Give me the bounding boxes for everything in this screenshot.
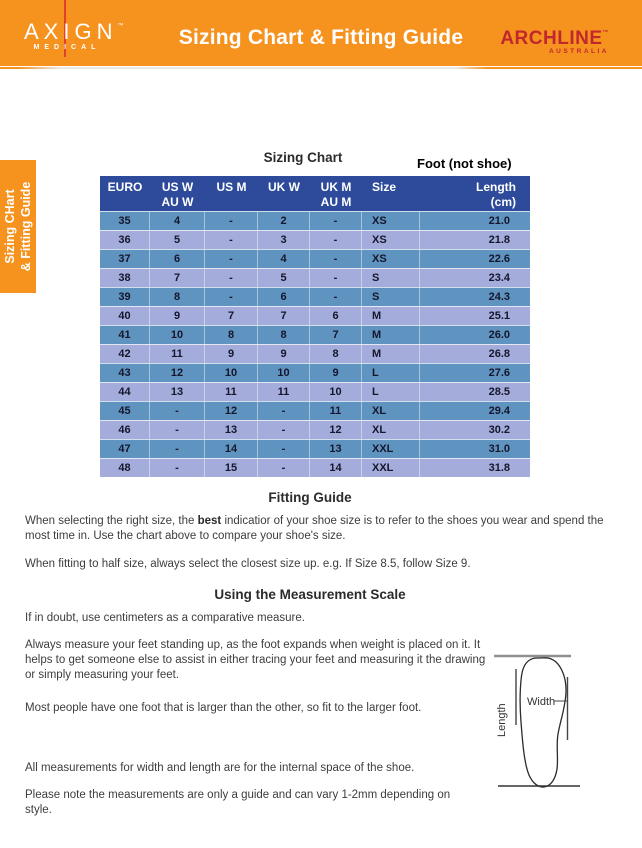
table-cell: 22.6 — [488, 253, 510, 265]
table-cell: 31.0 — [488, 443, 510, 455]
measurement-paragraph-3: Most people have one foot that is larger than the other, so fit to the larger foot. — [25, 702, 422, 714]
sizing-table-body — [100, 211, 530, 477]
table-cell: 11 — [258, 383, 310, 401]
table-cell: - — [258, 440, 310, 458]
archline-logo — [500, 24, 609, 55]
table-row — [100, 382, 530, 401]
trademark-symbol: ™ — [602, 30, 609, 36]
measurement-paragraph-1: If in doubt, use centimeters as a comparative measure. — [25, 612, 305, 624]
table-cell: 21.0 — [488, 215, 510, 227]
table-cell: XS — [362, 212, 420, 230]
table-cell: 27.6 — [488, 367, 510, 379]
table-cell: 45 — [100, 402, 150, 420]
table-cell: 24.3 — [488, 291, 510, 303]
table-cell: - — [150, 421, 205, 439]
side-tab-label — [0, 160, 36, 293]
archline-logo-name: ARCHLINE™ — [500, 28, 609, 49]
measurement-paragraph-5: Please note the measurements are only a guide and can vary 1-2mm depending on style. — [25, 789, 451, 816]
table-cell: M — [362, 345, 420, 363]
column-header-length: Length (cm) — [476, 180, 516, 209]
table-cell: 13 — [310, 440, 362, 458]
table-cell: 9 — [258, 345, 310, 363]
fitting-guide-paragraph-2: When fitting to half size, always select the closest size up. e.g. If Size 8.5, follow Size 9. — [25, 558, 471, 570]
foot-not-shoe-note: Foot (not shoe) — [417, 156, 512, 171]
table-cell: - — [258, 402, 310, 420]
table-cell: 48 — [100, 459, 150, 477]
axign-logo-subtitle: MEDICAL — [33, 44, 101, 51]
table-cell: - — [258, 421, 310, 439]
table-cell: XS — [362, 231, 420, 249]
table-cell: 31.8 — [488, 462, 510, 474]
table-cell: 7 — [310, 326, 362, 344]
table-cell: - — [310, 212, 362, 230]
table-cell: 9 — [150, 307, 205, 325]
table-cell: - — [205, 288, 258, 306]
trademark-symbol: ™ — [117, 23, 124, 29]
table-cell: XXL — [362, 440, 420, 458]
table-cell: 37 — [100, 250, 150, 268]
table-cell: 7 — [205, 307, 258, 325]
table-cell: 47 — [100, 440, 150, 458]
table-row — [100, 439, 530, 458]
table-row — [100, 401, 530, 420]
table-cell: 8 — [310, 345, 362, 363]
page-title: Sizing Chart & Fitting Guide — [178, 26, 464, 49]
side-tab-line2: & Fitting Guide — [19, 181, 33, 272]
table-cell: 6 — [258, 288, 310, 306]
table-cell: 40 — [100, 307, 150, 325]
column-header-uk-w: UK W — [268, 180, 300, 194]
table-cell: 8 — [258, 326, 310, 344]
table-cell: 29.4 — [488, 405, 510, 417]
table-cell: 11 — [310, 402, 362, 420]
fitting-guide-paragraph-1: When selecting the right size, the best indicatior of your shoe size is to refer to the shoes you wear and spend the most time in. Use the chart above to compare your shoe's size. — [25, 515, 604, 542]
table-cell: 13 — [205, 421, 258, 439]
table-row — [100, 306, 530, 325]
table-cell: - — [205, 250, 258, 268]
table-cell: S — [362, 269, 420, 287]
side-tab — [0, 160, 36, 293]
foot-outline — [520, 658, 566, 787]
table-cell: 15 — [205, 459, 258, 477]
axign-logo — [24, 15, 124, 51]
table-cell: 26.8 — [488, 348, 510, 360]
table-cell: 12 — [310, 421, 362, 439]
table-row — [100, 420, 530, 439]
table-cell: XL — [362, 402, 420, 420]
table-cell: XXL — [362, 459, 420, 477]
table-cell: - — [258, 459, 310, 477]
archline-logo-subtitle: AUSTRALIA — [548, 48, 609, 55]
sizing-table — [100, 176, 530, 477]
table-cell: - — [150, 459, 205, 477]
sizing-table-header — [100, 176, 530, 211]
table-cell: XL — [362, 421, 420, 439]
table-cell: 2 — [258, 212, 310, 230]
measurement-paragraph-2: Always measure your feet standing up, as the foot expands when weight is placed on it. It helps to get someone else to assist in either tracing your feet and measuring it the drawing or simply measuring your feet. — [25, 639, 486, 681]
table-cell: 9 — [310, 364, 362, 382]
table-cell: 4 — [258, 250, 310, 268]
table-cell: 7 — [258, 307, 310, 325]
table-cell: 10 — [150, 326, 205, 344]
table-cell: 14 — [205, 440, 258, 458]
column-header-us-w: US W AU W — [161, 180, 194, 209]
table-row — [100, 249, 530, 268]
column-header-size: Size — [372, 180, 397, 194]
sizing-chart-title: Sizing Chart — [263, 150, 343, 165]
table-cell: 42 — [100, 345, 150, 363]
table-cell: - — [205, 269, 258, 287]
table-cell: L — [362, 383, 420, 401]
table-cell: 10 — [205, 364, 258, 382]
table-row — [100, 287, 530, 306]
measurement-paragraph-4: All measurements for width and length are for the internal space of the shoe. — [25, 762, 415, 774]
table-cell: 28.5 — [488, 386, 510, 398]
table-cell: 8 — [150, 288, 205, 306]
table-cell: 7 — [150, 269, 205, 287]
column-header-us-m: US M — [216, 180, 247, 194]
table-cell: - — [310, 288, 362, 306]
table-cell: - — [310, 231, 362, 249]
foot-measurement-diagram — [488, 645, 642, 797]
table-cell: 44 — [100, 383, 150, 401]
table-cell: S — [362, 288, 420, 306]
table-cell: - — [205, 231, 258, 249]
table-row — [100, 268, 530, 287]
table-cell: M — [362, 326, 420, 344]
table-cell: - — [150, 402, 205, 420]
length-label: Length — [496, 703, 508, 737]
table-cell: 12 — [205, 402, 258, 420]
header-banner — [0, 0, 642, 66]
table-cell: 23.4 — [488, 272, 510, 284]
table-cell: 14 — [310, 459, 362, 477]
table-cell: 39 — [100, 288, 150, 306]
table-cell: 5 — [258, 269, 310, 287]
column-header-euro: EURO — [107, 180, 143, 194]
header-divider-line — [0, 67, 642, 69]
table-row — [100, 458, 530, 477]
table-cell: 3 — [258, 231, 310, 249]
width-label: Width — [527, 696, 556, 708]
side-tab-line1: Sizing CHart — [3, 189, 17, 264]
fitting-guide-title: Fitting Guide — [268, 490, 352, 505]
table-cell: - — [150, 440, 205, 458]
table-cell: 8 — [205, 326, 258, 344]
table-cell: 43 — [100, 364, 150, 382]
table-cell: 46 — [100, 421, 150, 439]
table-cell: 10 — [310, 383, 362, 401]
table-cell: 25.1 — [488, 310, 510, 322]
table-cell: XS — [362, 250, 420, 268]
table-row — [100, 363, 530, 382]
table-cell: 21.8 — [488, 234, 510, 246]
table-cell: 12 — [150, 364, 205, 382]
table-cell: M — [362, 307, 420, 325]
table-cell: 6 — [150, 250, 205, 268]
column-header-uk-m: UK M AU M — [320, 180, 352, 209]
table-cell: 26.0 — [488, 329, 510, 341]
table-cell: L — [362, 364, 420, 382]
table-cell: 6 — [310, 307, 362, 325]
table-cell: 5 — [150, 231, 205, 249]
measurement-scale-title: Using the Measurement Scale — [214, 587, 406, 602]
table-cell: 38 — [100, 269, 150, 287]
table-row — [100, 230, 530, 249]
table-cell: 10 — [258, 364, 310, 382]
table-cell: - — [310, 269, 362, 287]
table-cell: 13 — [150, 383, 205, 401]
table-cell: 35 — [100, 212, 150, 230]
table-cell: 30.2 — [488, 424, 510, 436]
table-cell: 36 — [100, 231, 150, 249]
table-cell: - — [310, 250, 362, 268]
table-cell: 41 — [100, 326, 150, 344]
table-row — [100, 211, 530, 230]
table-cell: 11 — [150, 345, 205, 363]
table-row — [100, 325, 530, 344]
table-cell: - — [205, 212, 258, 230]
table-row — [100, 344, 530, 363]
axign-logo-name: AXIGN™ — [24, 19, 124, 44]
table-cell: 11 — [205, 383, 258, 401]
table-cell: 9 — [205, 345, 258, 363]
table-cell: 4 — [150, 212, 205, 230]
